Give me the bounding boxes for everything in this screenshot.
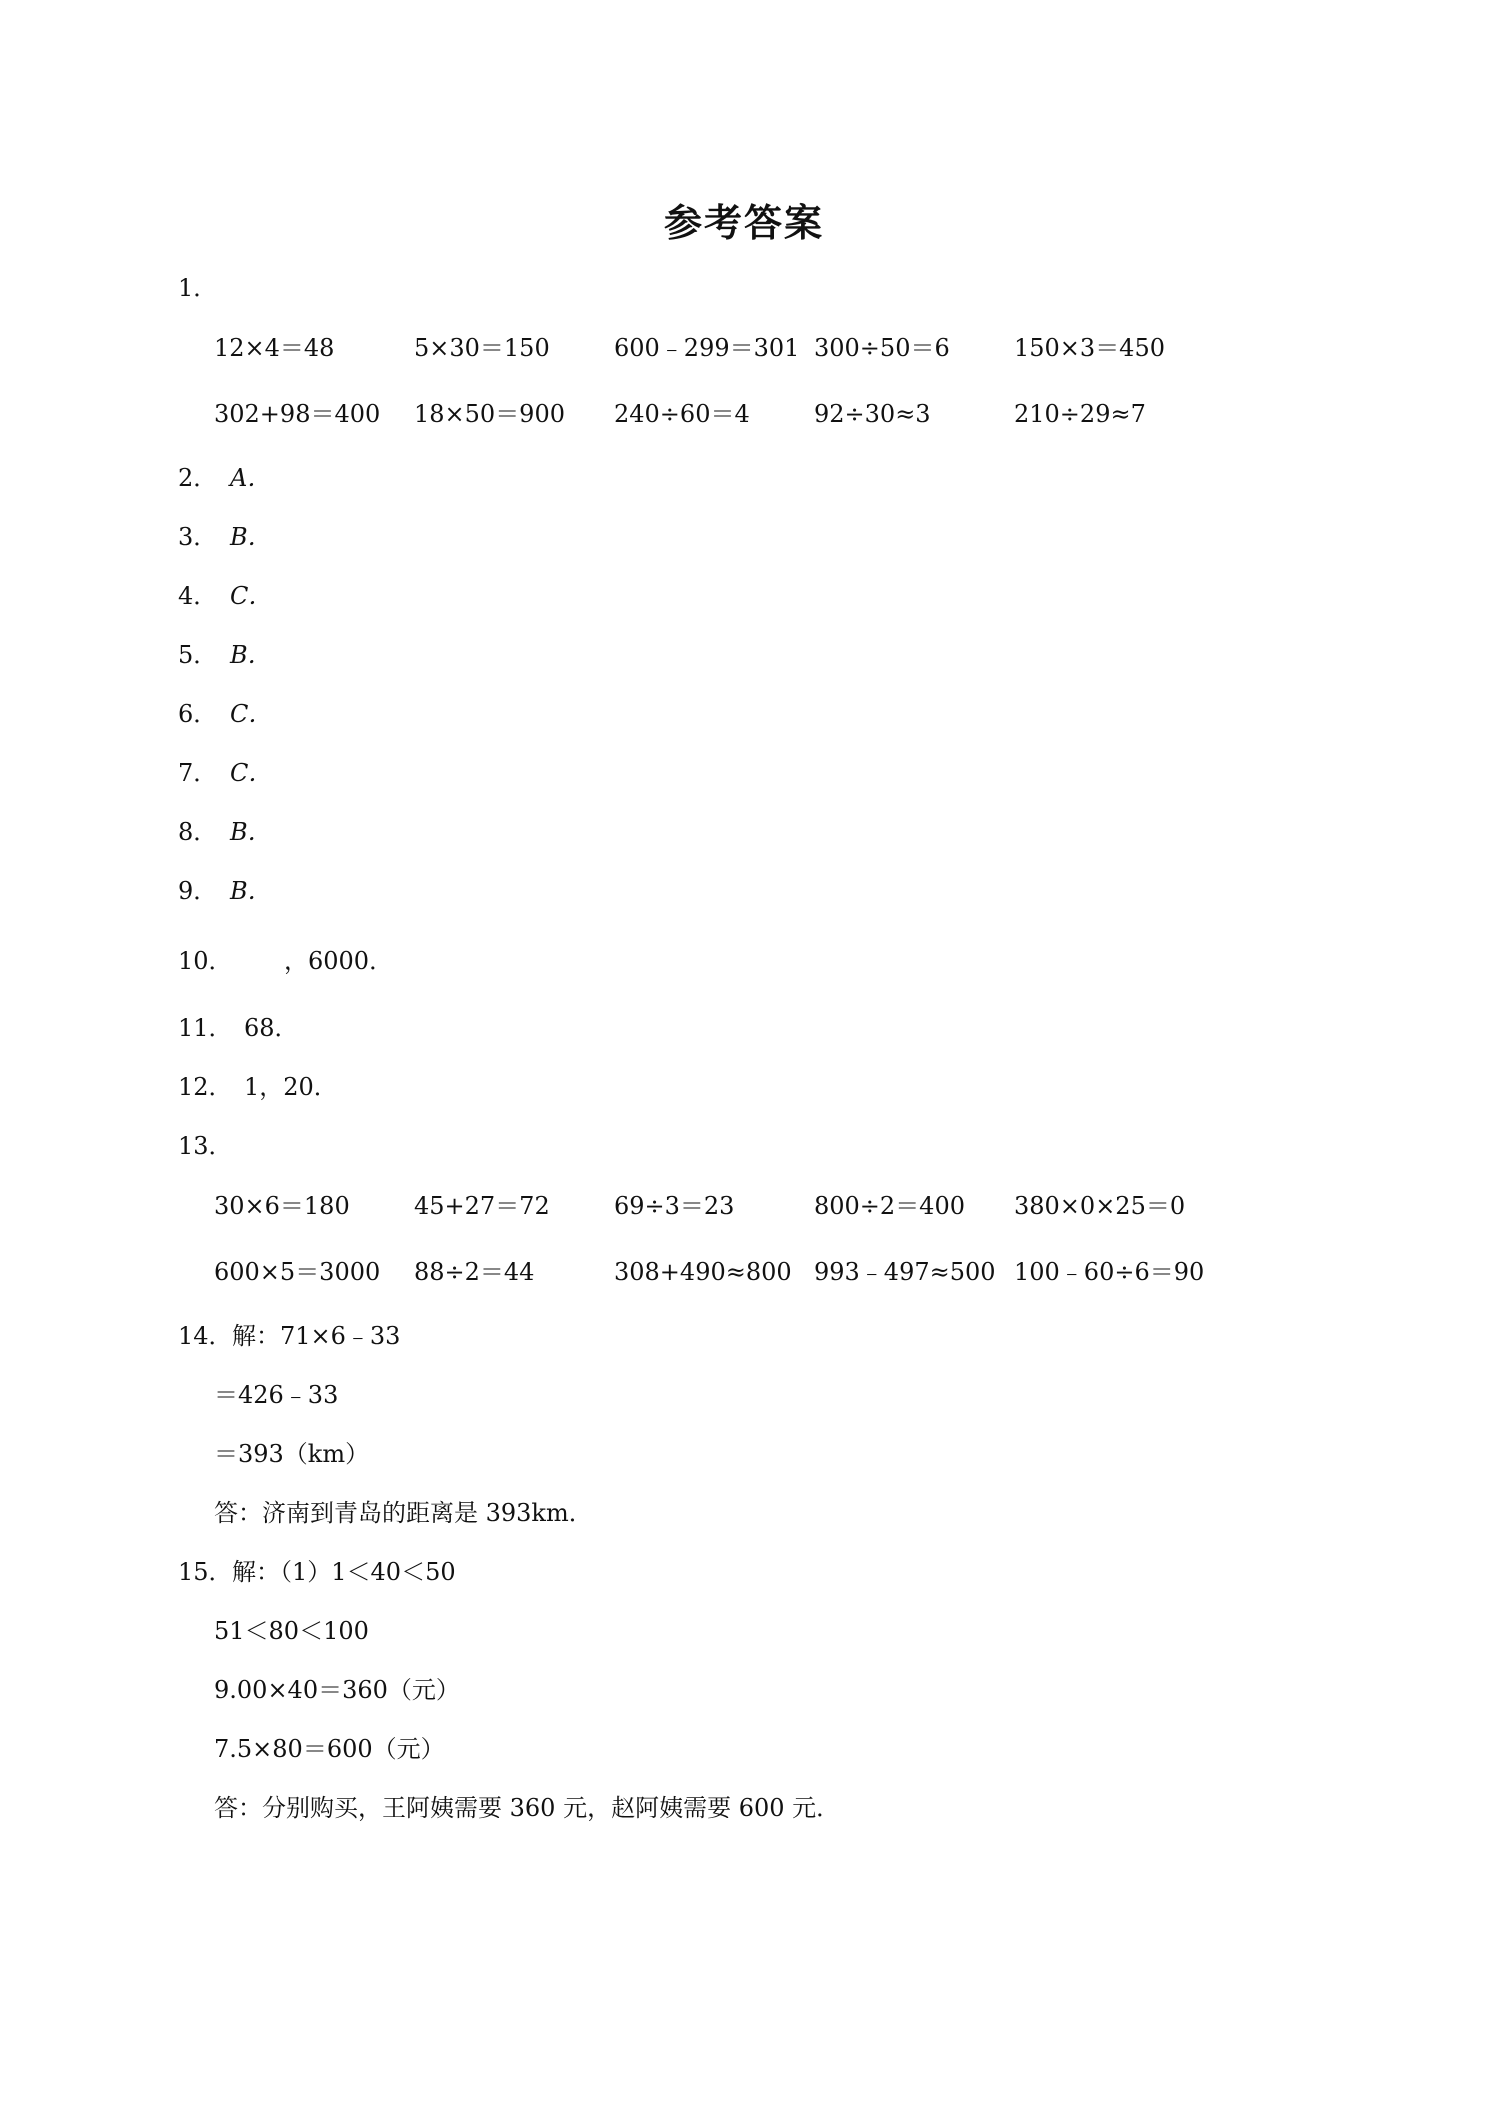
q13-cell: 88÷2＝44 [414, 1258, 535, 1286]
q13-cell: 308+490≈800 [614, 1258, 792, 1286]
q1-row [214, 398, 1254, 430]
q1-cell: 600﹣299＝301 [614, 334, 800, 362]
q1-row [214, 332, 1254, 364]
q1-cell: 302+98＝400 [214, 400, 381, 428]
q15-answer-line: 答：分别购买，王阿姨需要 360 元，赵阿姨需要 600 元． [214, 1794, 841, 1822]
q13-cell: 30×6＝180 [214, 1192, 350, 1220]
q13-cell: 993﹣497≈500 [814, 1258, 996, 1286]
q14-number: 14． [178, 1322, 233, 1350]
q3-number: 3． [178, 523, 218, 551]
q1-cell: 12×4＝48 [214, 334, 335, 362]
q1-cell: 300÷50＝6 [814, 334, 950, 362]
q6-answer: C． [230, 700, 273, 728]
q15-number: 15． [178, 1558, 233, 1586]
q14-line: ＝426﹣33 [214, 1381, 339, 1409]
q15-line: 51＜80＜100 [214, 1617, 369, 1645]
q5-number: 5． [178, 641, 218, 669]
q13-row [214, 1190, 1254, 1222]
q15-line: 9.00×40＝360（元） [214, 1676, 460, 1704]
q1-number: 1． [178, 274, 218, 302]
q11-number: 11． [178, 1014, 233, 1042]
q13-cell: 45+27＝72 [414, 1192, 550, 1220]
q9-answer: B． [230, 877, 272, 905]
q5-answer: B． [230, 641, 272, 669]
q13-cell: 800÷2＝400 [814, 1192, 965, 1220]
q2-number: 2． [178, 464, 218, 492]
q13-cell: 380×0×25＝0 [1014, 1192, 1186, 1220]
q1-cell: 150×3＝450 [1014, 334, 1165, 362]
q1-cell: 210÷29≈7 [1014, 400, 1146, 428]
q14-answer-line: 答：济南到青岛的距离是 393km． [214, 1499, 593, 1527]
q1-cell: 18×50＝900 [414, 400, 565, 428]
q1-cell: 92÷30≈3 [814, 400, 931, 428]
q3-answer: B． [230, 523, 272, 551]
q13-cell: 69÷3＝23 [614, 1192, 735, 1220]
q8-answer: B． [230, 818, 272, 846]
q7-answer: C． [230, 759, 273, 787]
q13-cell: 100﹣60÷6＝90 [1014, 1258, 1205, 1286]
q15-line: 解：（1）1＜40＜50 [232, 1558, 456, 1586]
q6-number: 6． [178, 700, 218, 728]
q12-answer: 1，20． [244, 1073, 338, 1101]
q13-row [214, 1256, 1254, 1288]
q1-cell: 5×30＝150 [414, 334, 550, 362]
q14-line: ＝393（km） [214, 1440, 370, 1468]
q10-number: 10． [178, 947, 233, 975]
page-title: 参考答案 [663, 201, 824, 245]
q13-cell: 600×5＝3000 [214, 1258, 381, 1286]
q2-answer: A． [230, 464, 272, 492]
q7-number: 7． [178, 759, 218, 787]
q11-answer: 68． [244, 1014, 299, 1042]
q8-number: 8． [178, 818, 218, 846]
q13-number: 13． [178, 1132, 233, 1160]
q14-line: 解：71×6﹣33 [232, 1322, 401, 1350]
q10-answer: ，6000． [284, 947, 394, 975]
q12-number: 12． [178, 1073, 233, 1101]
q15-line: 7.5×80＝600（元） [214, 1735, 445, 1763]
q9-number: 9． [178, 877, 218, 905]
q4-number: 4． [178, 582, 218, 610]
q4-answer: C． [230, 582, 273, 610]
q1-cell: 240÷60＝4 [614, 400, 750, 428]
